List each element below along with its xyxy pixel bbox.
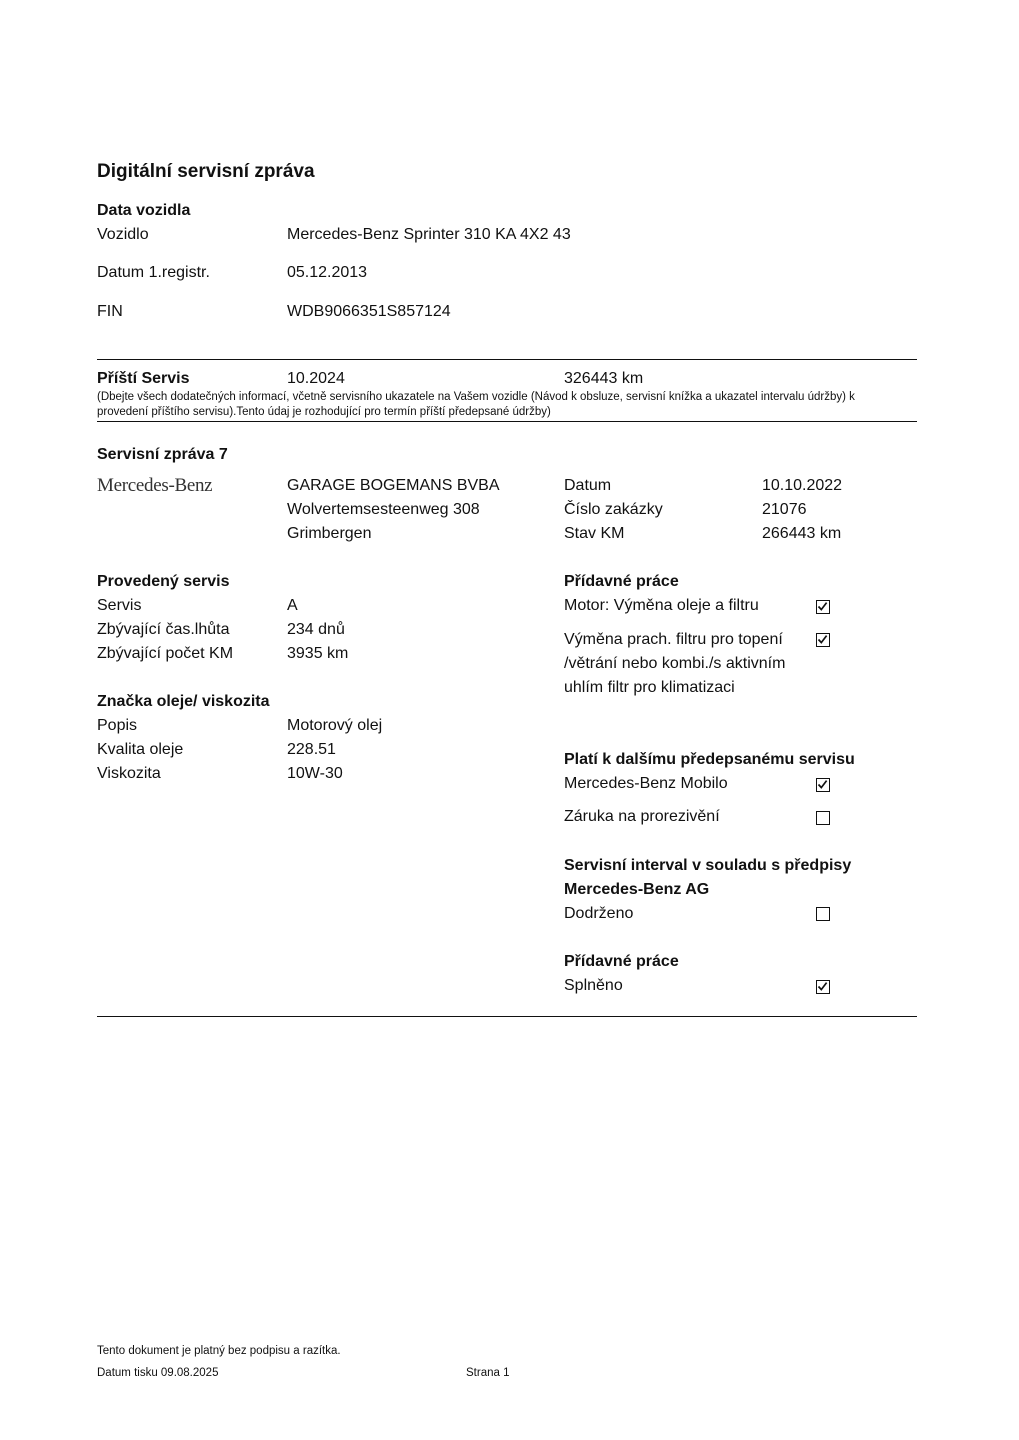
service-report-heading: Servisní zpráva 7 <box>97 446 228 463</box>
next-service-date: 10.2024 <box>287 370 345 387</box>
cabin-filter-checkbox[interactable] <box>816 633 830 647</box>
order-number-label: Číslo zakázky <box>564 501 663 518</box>
next-service-label: Příští Servis <box>97 370 190 387</box>
vehicle-label: Vozidlo <box>97 226 149 243</box>
date-value: 10.10.2022 <box>762 477 843 494</box>
mileage-value: 266443 km <box>762 525 842 542</box>
oil-description-value: Motorový olej <box>287 717 383 734</box>
oil-change-checkbox[interactable] <box>816 600 830 614</box>
mobilo-checkbox[interactable] <box>816 778 830 792</box>
remaining-km-value: 3935 km <box>287 645 349 662</box>
interval-heading-line1: Servisní interval v souladu s předpisy <box>564 857 852 874</box>
check-icon <box>817 634 828 645</box>
fulfilled-checkbox[interactable] <box>816 980 830 994</box>
dealer-street: Wolvertemsesteenweg 308 <box>287 501 480 518</box>
viscosity-label: Viskozita <box>97 765 161 782</box>
remaining-time-value: 234 dnů <box>287 621 345 638</box>
vehicle-data-heading: Data vozidla <box>97 202 191 219</box>
mileage-label: Stav KM <box>564 525 625 542</box>
next-service-note: (Dbejte všech dodatečných informací, včetně servisního ukazatele na Vašem vozidle (Návod k obsluze, servisní knížka a ukazatel intervalu údržby) k provedení příštího servisu).Tento údaj je rozhodující pro termín příští předepsané údržby) <box>97 391 855 418</box>
oil-heading: Značka oleje/ viskozita <box>97 693 270 710</box>
interval-heading-line2: Mercedes-Benz AG <box>564 881 710 898</box>
fulfilled-label: Splněno <box>564 977 623 994</box>
dealer-name: GARAGE BOGEMANS BVBA <box>287 477 500 494</box>
order-number-value: 21076 <box>762 501 807 518</box>
remaining-km-label: Zbývající počet KM <box>97 645 234 662</box>
registration-date-label: Datum 1.registr. <box>97 264 210 281</box>
oil-quality-label: Kvalita oleje <box>97 741 184 758</box>
check-icon <box>817 981 828 992</box>
additional-work-heading: Přídavné práce <box>564 573 679 590</box>
rust-warranty-checkbox[interactable] <box>816 811 830 825</box>
complied-checkbox[interactable] <box>816 907 830 921</box>
page-title: Digitální servisní zpráva <box>97 161 315 182</box>
check-icon <box>817 779 828 790</box>
divider-bottom <box>97 1016 917 1017</box>
service-type-label: Servis <box>97 597 142 614</box>
oil-quality-value: 228.51 <box>287 741 336 758</box>
date-label: Datum <box>564 477 612 494</box>
registration-date-value: 05.12.2013 <box>287 264 368 281</box>
dealer-city: Grimbergen <box>287 525 372 542</box>
complied-label: Dodrženo <box>564 905 634 922</box>
check-icon <box>817 601 828 612</box>
service-type-value: A <box>287 597 298 614</box>
additional-work2-heading: Přídavné práce <box>564 953 679 970</box>
vehicle-value: Mercedes-Benz Sprinter 310 KA 4X2 43 <box>287 226 571 243</box>
oil-description-label: Popis <box>97 717 138 734</box>
rust-warranty-label: Záruka na prorezivění <box>564 808 720 825</box>
performed-service-heading: Provedený servis <box>97 573 230 590</box>
viscosity-value: 10W-30 <box>287 765 343 782</box>
next-service-km: 326443 km <box>564 370 644 387</box>
divider-top <box>97 359 917 360</box>
mobilo-label: Mercedes-Benz Mobilo <box>564 775 728 792</box>
print-date: Datum tisku 09.08.2025 <box>97 1367 219 1379</box>
mercedes-benz-logo: Mercedes-Benz <box>97 475 213 496</box>
page-number: Strana 1 <box>466 1367 510 1379</box>
cabin-filter-label: Výměna prach. filtru pro topení /větrání nebo kombi./s aktivním uhlím filtr pro klimatizaci <box>564 631 786 696</box>
oil-change-label: Motor: Výměna oleje a filtru <box>564 597 759 614</box>
validity-note: Tento dokument je platný bez podpisu a razítka. <box>97 1345 341 1357</box>
fin-label: FIN <box>97 303 123 320</box>
valid-next-heading: Platí k dalšímu předepsanému servisu <box>564 751 855 768</box>
divider-next-service <box>97 421 917 422</box>
remaining-time-label: Zbývající čas.lhůta <box>97 621 230 638</box>
fin-value: WDB9066351S857124 <box>287 303 451 320</box>
